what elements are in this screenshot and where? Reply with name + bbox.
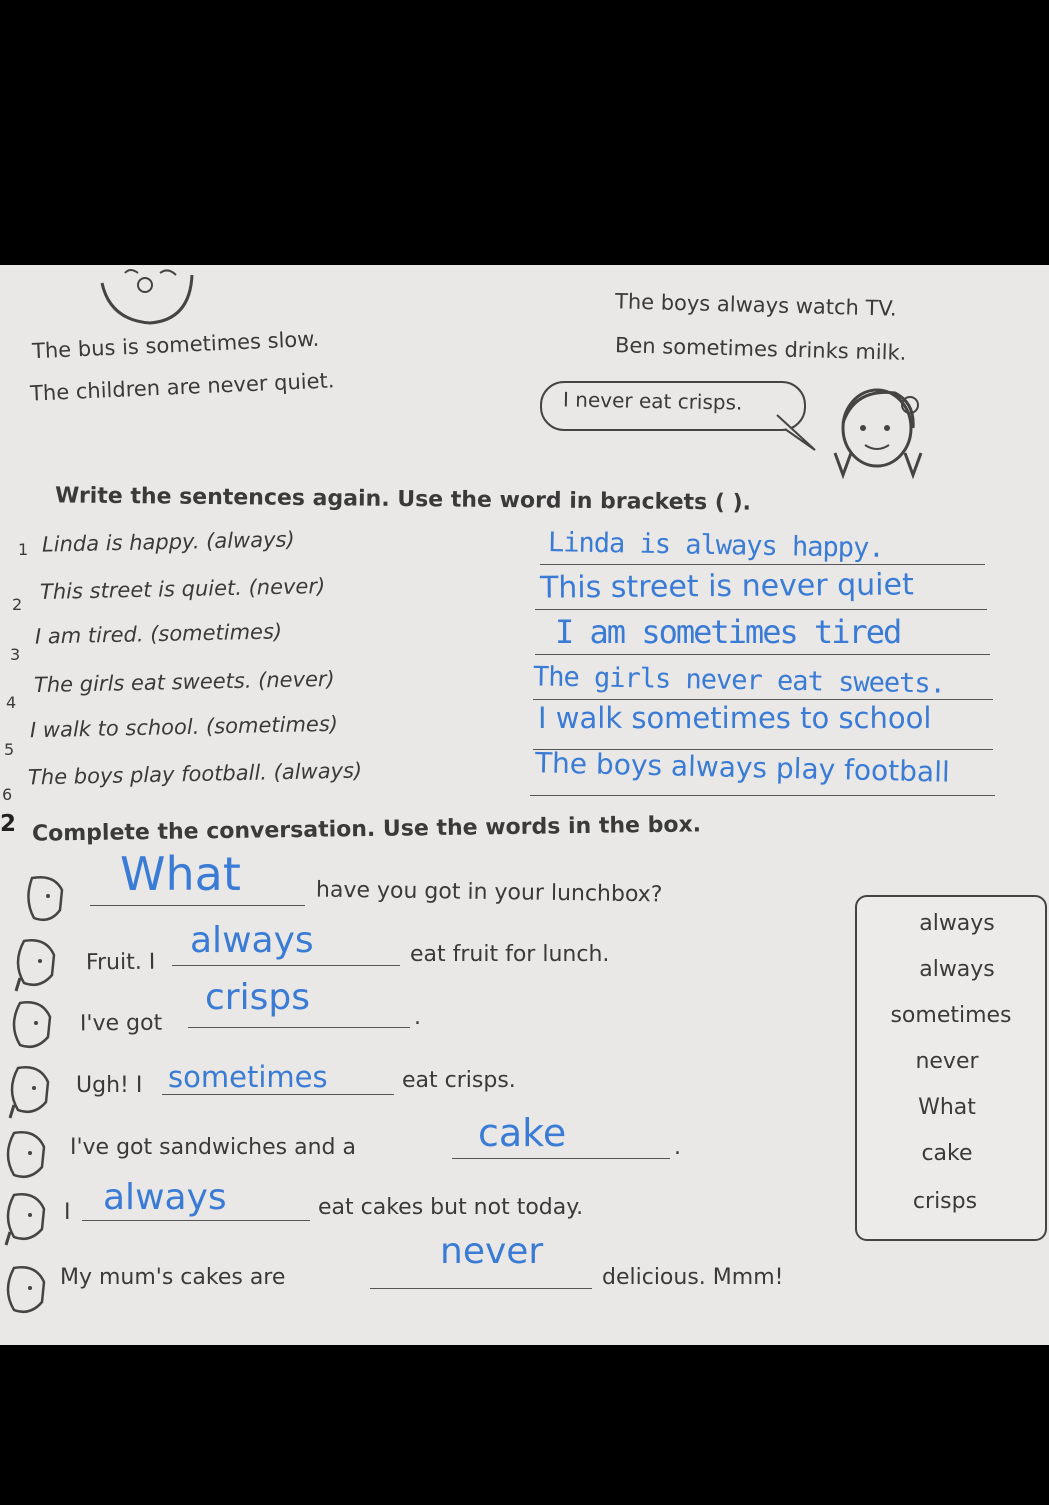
conversation-text: eat fruit for lunch. bbox=[410, 942, 610, 967]
word-box-item: never bbox=[915, 1049, 979, 1074]
exercise1-instruction: Write the sentences again. Use the word in brackets ( ). bbox=[54, 483, 752, 516]
conversation-answer: never bbox=[440, 1231, 544, 1272]
boy-face-icon bbox=[0, 1125, 55, 1185]
answer-line bbox=[370, 1288, 592, 1289]
word-box-item: always bbox=[919, 957, 995, 982]
item-number: 4 bbox=[6, 693, 17, 712]
item-answer: The boys always play football bbox=[534, 746, 951, 789]
word-box-item: What bbox=[918, 1095, 976, 1120]
example-left-1: The bus is sometimes slow. bbox=[31, 326, 320, 364]
item-number: 6 bbox=[2, 785, 13, 804]
girl-face-icon bbox=[4, 1060, 59, 1120]
item-number: 1 bbox=[18, 540, 29, 559]
boy-face-illustration bbox=[90, 265, 200, 335]
example-right-1: The boys always watch TV. bbox=[614, 289, 897, 321]
girl-face-icon bbox=[0, 1187, 55, 1247]
item-number: 5 bbox=[4, 740, 15, 759]
item-prompt: I am tired. (sometimes) bbox=[34, 619, 283, 649]
item-answer: This street is never quiet bbox=[539, 567, 914, 606]
boy-face-icon bbox=[20, 870, 70, 925]
answer-line bbox=[162, 1094, 394, 1095]
conversation-text: I've got bbox=[79, 1010, 163, 1037]
conversation-answer: always bbox=[190, 920, 314, 961]
word-box bbox=[855, 895, 1047, 1241]
item-prompt: Linda is happy. (always) bbox=[41, 527, 295, 557]
item-prompt: The girls eat sweets. (never) bbox=[33, 666, 335, 698]
speech-bubble-text: I never eat crisps. bbox=[562, 387, 743, 415]
answer-line bbox=[535, 609, 987, 610]
item-answer: The girls never eat sweets. bbox=[532, 661, 946, 700]
conversation-text: Fruit. I bbox=[85, 949, 156, 976]
word-box-item: cake bbox=[921, 1141, 973, 1166]
item-number: 3 bbox=[10, 645, 21, 664]
answer-line bbox=[90, 905, 305, 906]
word-box-item: always bbox=[919, 911, 995, 936]
conversation-answer: always bbox=[103, 1177, 227, 1218]
answer-line bbox=[540, 564, 985, 565]
conversation-text: . bbox=[414, 1005, 421, 1030]
example-left-2: The children are never quiet. bbox=[29, 368, 335, 406]
boy-face-icon bbox=[0, 1260, 55, 1325]
answer-line bbox=[452, 1158, 670, 1159]
worksheet-page bbox=[0, 265, 1049, 1345]
item-prompt: The boys play football. (always) bbox=[27, 758, 363, 790]
conversation-answer: sometimes bbox=[168, 1060, 328, 1094]
answer-line bbox=[533, 699, 993, 700]
exercise2-instruction: Complete the conversation. Use the words in the box. bbox=[31, 812, 702, 847]
conversation-text: eat cakes but not today. bbox=[318, 1195, 584, 1220]
item-number: 2 bbox=[12, 595, 23, 614]
conversation-answer: cake bbox=[478, 1111, 567, 1155]
word-box-item: sometimes bbox=[890, 1003, 1012, 1028]
answer-line bbox=[82, 1220, 310, 1221]
conversation-text: delicious. Mmm! bbox=[602, 1265, 784, 1290]
exercise2-number: 2 bbox=[0, 811, 17, 837]
item-answer: I am sometimes tired bbox=[555, 613, 901, 651]
conversation-text: eat crisps. bbox=[402, 1068, 516, 1093]
item-answer: Linda is always happy. bbox=[547, 527, 884, 564]
girl-face-illustration bbox=[825, 383, 930, 483]
answer-line bbox=[535, 654, 990, 655]
conversation-answer: What bbox=[120, 847, 241, 901]
conversation-text: My mum's cakes are bbox=[60, 1265, 286, 1290]
word-box-item: crisps bbox=[912, 1189, 978, 1214]
conversation-text: . bbox=[674, 1135, 681, 1160]
conversation-text: I've got sandwiches and a bbox=[70, 1135, 356, 1160]
boy-face-icon bbox=[6, 995, 61, 1055]
conversation-answer: crisps bbox=[205, 977, 310, 1018]
answer-line bbox=[530, 795, 995, 796]
girl-face-icon bbox=[10, 933, 65, 993]
example-right-2: Ben sometimes drinks milk. bbox=[614, 333, 907, 365]
item-prompt: I walk to school. (sometimes) bbox=[29, 711, 339, 743]
item-answer: I walk sometimes to school bbox=[538, 701, 932, 735]
conversation-text: Ugh! I bbox=[76, 1073, 143, 1098]
answer-line bbox=[172, 965, 400, 966]
speech-bubble-tail bbox=[775, 405, 825, 455]
conversation-text: I bbox=[64, 1200, 71, 1225]
answer-line bbox=[188, 1027, 410, 1028]
conversation-text: have you got in your lunchbox? bbox=[315, 877, 663, 908]
item-prompt: This street is quiet. (never) bbox=[39, 574, 326, 604]
